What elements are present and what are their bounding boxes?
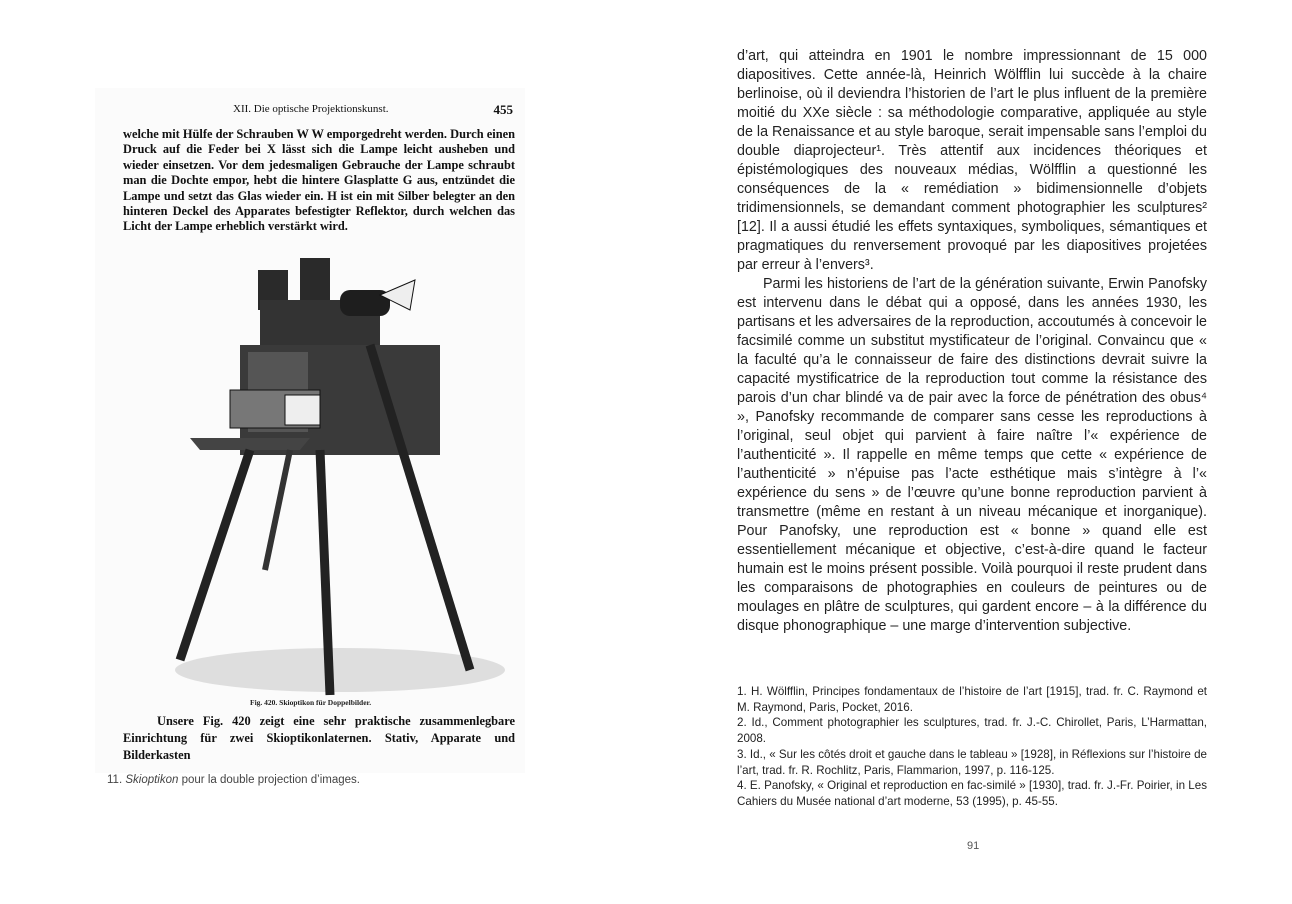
caption-title: Skioptikon	[125, 774, 179, 786]
footnote: 4. E. Panofsky, « Original et reproduction en fac-similé » [1930], trad. fr. J.-Fr. Poirier, in Les Cahiers du Musée national d’art moderne, 53 (1995), p. 45-55.	[737, 779, 1207, 808]
page-number: 91	[967, 840, 980, 852]
footnotes	[737, 684, 1207, 810]
figure-caption: Fig. 420. Skioptikon für Doppelbilder.	[250, 698, 372, 707]
paragraph: Parmi les historiens de l’art de la génération suivante, Erwin Panofsky est intervenu dans le débat qui a opposé, dans les années 1930, les partisans et les adversaires de la reproduction, accoutumés à concevoir le facsimilé comme un substitut mystificateur de l’original. Convaincu que « la faculté qu’a le connaisseur de faire des distinctions devrait suivre la capacité mystificatrice de la reproduction tout comme la résistance des parois d’un char blindé va de pair avec la force de pénétration des obus⁴ », Panofsky recommande de comparer sans cesse les reproductions à l’original, seul objet qui parvient à faire naître l’« expérience de l’authenticité ». Il rappelle en même temps que cette « expérience de l’authenticité » n’épuise pas l’acte esthétique mais s’intègre à l’« expérience du sens » de l’œuvre qu’une bonne reproduction parvient à transmettre (même en restant à un niveau mécanique et inorganique). Pour Panofsky, une reproduction est « bonne » quand elle est essentiellement mécanique et objective, c’est-à-dire quand le facteur humain est le moins présent possible. Voilà pourquoi il reste prudent dans les comparaisons de photographies en couleurs de peintures ou de moulages en plâtre de sculptures, qui gardent encore – à la différence du disque phonographique – une marge d’intervention subjective.	[737, 276, 1207, 634]
footnote: 2. Id., Comment photographier les sculptures, trad. fr. J.-C. Chirollet, Paris, L’Harmattan, 2008.	[737, 716, 1207, 746]
footnote: 3. Id., « Sur les côtés droit et gauche dans le tableau » [1928], in Réflexions sur l’histoire de l’art, trad. fr. R. Rochlitz, Paris, Flammarion, 1997, p. 116-125.	[737, 747, 1207, 777]
scan-paragraph-1: welche mit Hülfe der Schrauben W W emporgedreht werden. Durch einen Druck auf die Feder bei X lässt sich die Lampe leicht ausheben und wieder einsetzen. Vor dem jedesmaligen Gebrauche der Lampe schraubt man die Dochte empor, hebt die hintere Glasplatte G aus, entzündet die Lampe und setzt das Glas wieder ein. H ist ein mit Silber belegter an den hinteren Deckel des Apparates befestigter Reflektor, durch welchen das Licht der Lampe erheblich verstärkt wird.	[123, 127, 515, 234]
caption-text: pour la double projection d’images.	[178, 774, 360, 786]
running-head-title: XII. Die optische Projektionskunst.	[233, 103, 389, 115]
scan-page-number: 455	[493, 102, 513, 117]
scan-paragraph-2: Unsere Fig. 420 zeigt eine sehr praktische zusammenlegbare Einrichtung für zwei Skioptikonlaternen. Stativ, Apparate und Bilderkasten	[123, 714, 515, 762]
body-text	[737, 47, 1207, 636]
paragraph: d’art, qui atteindra en 1901 le nombre impressionnant de 15 000 diapositives. Cette année-là, Heinrich Wölfflin lui succède à la chaire berlinoise, où il deviendra l’historien de l’art le plus influent de la première moitié du XXe siècle : sa méthodologie comparative, appliquée au style de la Renaissance et au style baroque, serait impensable sans l’emploi du double diaprojecteur¹. Très attentif aux incidences théoriques et épistémologiques des nouveaux médias, Wölfflin a questionné les conséquences de la « remédiation » bidimensionnelle d’objets tridimensionnels, se demandant comment photographier les sculptures² [12]. Il a aussi étudié les effets syntaxiques, symboliques, sémantiques et pragmatiques du renversement provoqué par les diapositives projetées par erreur à l’envers³.	[737, 48, 1207, 273]
caption-number: 11.	[107, 774, 123, 786]
skioptikon-illustration	[140, 240, 520, 700]
footnote: 1. H. Wölfflin, Principes fondamentaux de l’histoire de l’art [1915], trad. fr. C. Raymond et M. Raymond, Paris, Pocket, 2016.	[737, 685, 1207, 714]
image-caption	[107, 774, 360, 786]
